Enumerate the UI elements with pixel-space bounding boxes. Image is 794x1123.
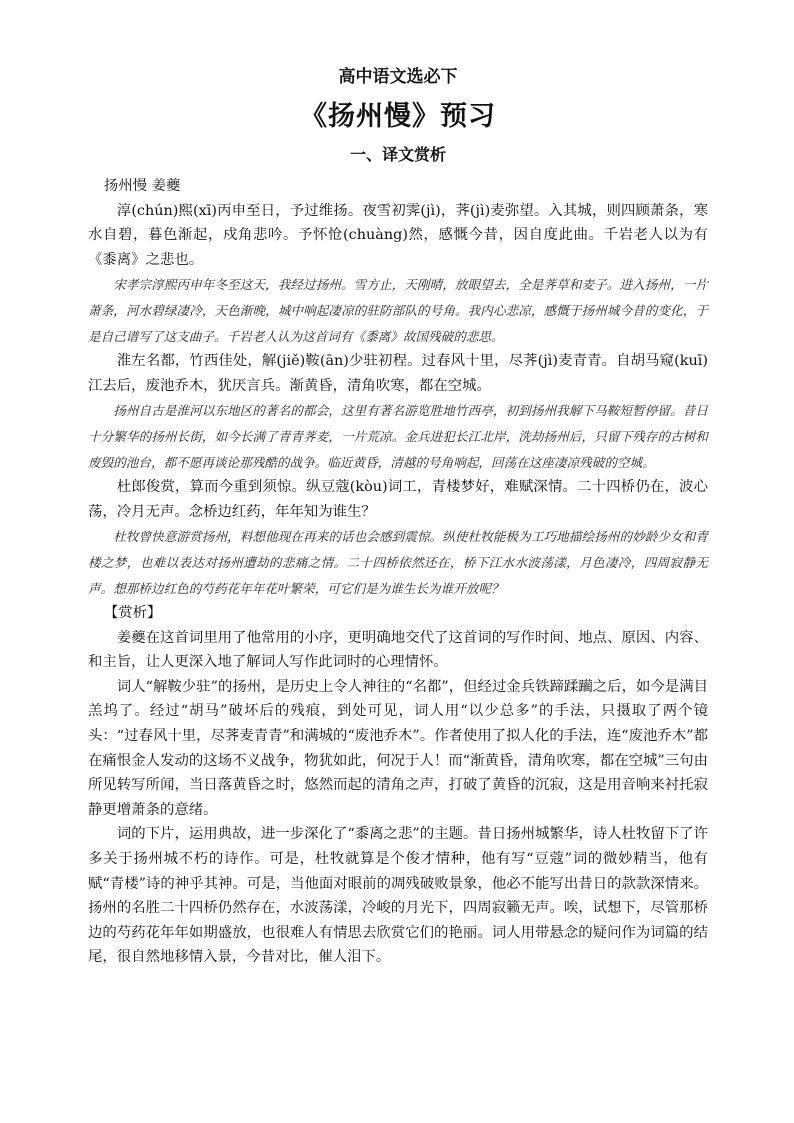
document-title: 《扬州慢》预习 [300, 101, 496, 132]
appreciation-paragraph-1: 姜夔在这首词里用了他常用的小序，更明确地交代了这首词的写作时间、地点、原因、内容、和主旨，让人更深入地了解词人写作此词时的心理情怀。 [88, 629, 708, 671]
appreciation-paragraph-3: 词的下片，运用典故，进一步深化了“黍离之悲”的主题。昔日扬州城繁华，诗人杜牧留下了许多关于扬州城不朽的诗作。可是，杜牧就算是个俊才情种，他有写“豆蔻”词的微妙精当，他有赋“青楼”诗的神乎其神。可是，当他面对眼前的凋残破败景象，他必不能写出昔日的款款深情来。扬州的名胜二十四桥仍然存在，水波荡漾，冷峻的月光下，四周寂籁无声。唉，试想下，尽管那桥边的芍药花年年如期盛放，也很难人有情思去欣赏它们的艳丽。词人用带悬念的疑问作为词篇的结尾，很自然地移情入景，今昔对比，催人泪下。 [88, 826, 708, 966]
section-heading: 一、译文赏析 [349, 145, 446, 164]
poem-stanza-2: 杜郎俊赏，算而今重到须惊。纵豆蔻(kòu)词工，青楼梦好，难赋深情。二十四桥仍在，波心荡，冷月无声。念桥边红药，年年知为谁生？ [88, 479, 708, 520]
stanza-2-translation: 杜牧曾快意游赏扬州，料想他现在再来的话也会感到震惊。纵使杜牧能极为工巧地描绘扬州的妙龄少女和青楼之梦，也难以表达对扬州遭劫的悲痛之情。二十四桥依然还在，桥下江水水波荡漾，月色凄冷，四周寂静无声。想那桥边红色的芍药花年年花叶繁荣，可它们是为谁生长为谁开放呢？ [88, 529, 708, 596]
preface-translation: 宋孝宗淳熙丙申年冬至这天，我经过扬州。雪方止，天刚晴，放眼望去，全是荠草和麦子。进入扬州，一片萧条，河水碧绿凄冷，天色渐晚，城中响起凄凉的驻防部队的号角。我内心悲凉，感慨于扬州城今昔的变化，于是自己谱写了这支曲子。千岩老人认为这首词有《黍离》故国残破的悲思。 [88, 277, 708, 344]
appreciation-paragraph-2: 词人“解鞍少驻”的扬州，是历史上令人神往的“名都”，但经过金兵铁蹄蹂躏之后，如今是满目羔坞了。经过“胡马”破坏后的残痕，到处可见，词人用“以少总多”的手法，只摄取了两个镜头：“过春风十里，尽荠麦青青”和满城的“废池乔木”。作者使用了拟人化的手法，连“废池乔木”都在痛恨金人发动的这场不义战争，物犹如此，何况于人！而“渐黄昏，清角吹寒，都在空城”三句由所见转写所闻，当日落黄昏之时，悠然而起的清角之声，打破了黄昏的沉寂，这是用音响来衬托寂静更增萧条的意绪。 [88, 678, 708, 818]
course-subtitle: 高中语文选必下 [338, 67, 458, 87]
poem-heading: 扬州慢 姜夔 [103, 178, 181, 194]
appreciation-heading: 【赏析】 [103, 605, 162, 622]
stanza-1-translation: 扬州自古是淮河以东地区的著名的都会，这里有著名游览胜地竹西亭，初到扬州我解下马鞍短暂停留。昔日十分繁华的扬州长街，如今长满了青青荠麦，一片荒凉。金兵进犯长江北岸，洗劫扬州后，只留下残存的古树和废毁的池台，都不愿再谈论那残酷的战争。临近黄昏，清越的号角响起，回荡在这座凄凉残破的空城。 [88, 403, 708, 470]
poem-stanza-1: 淮左名都，竹西佳处，解(jiě)鞍(ān)少驻初程。过春风十里，尽荠(jì)麦青青。自胡马窥(kuī)江去后，废池乔木，犹厌言兵。渐黄昏，清角吹寒，都在空城。 [88, 353, 708, 394]
poem-preface: 淳(chún)熙(xī)丙申至日，予过维扬。夜雪初霁(jì)，荠(jì)麦弥望。入其城，则四顾萧条，寒水自碧，暮色渐起，戍角悲吟。予怀怆(chuàng)然，感慨今昔，因自度此曲。千岩老人以为有《黍离》之悲也。 [88, 202, 708, 268]
